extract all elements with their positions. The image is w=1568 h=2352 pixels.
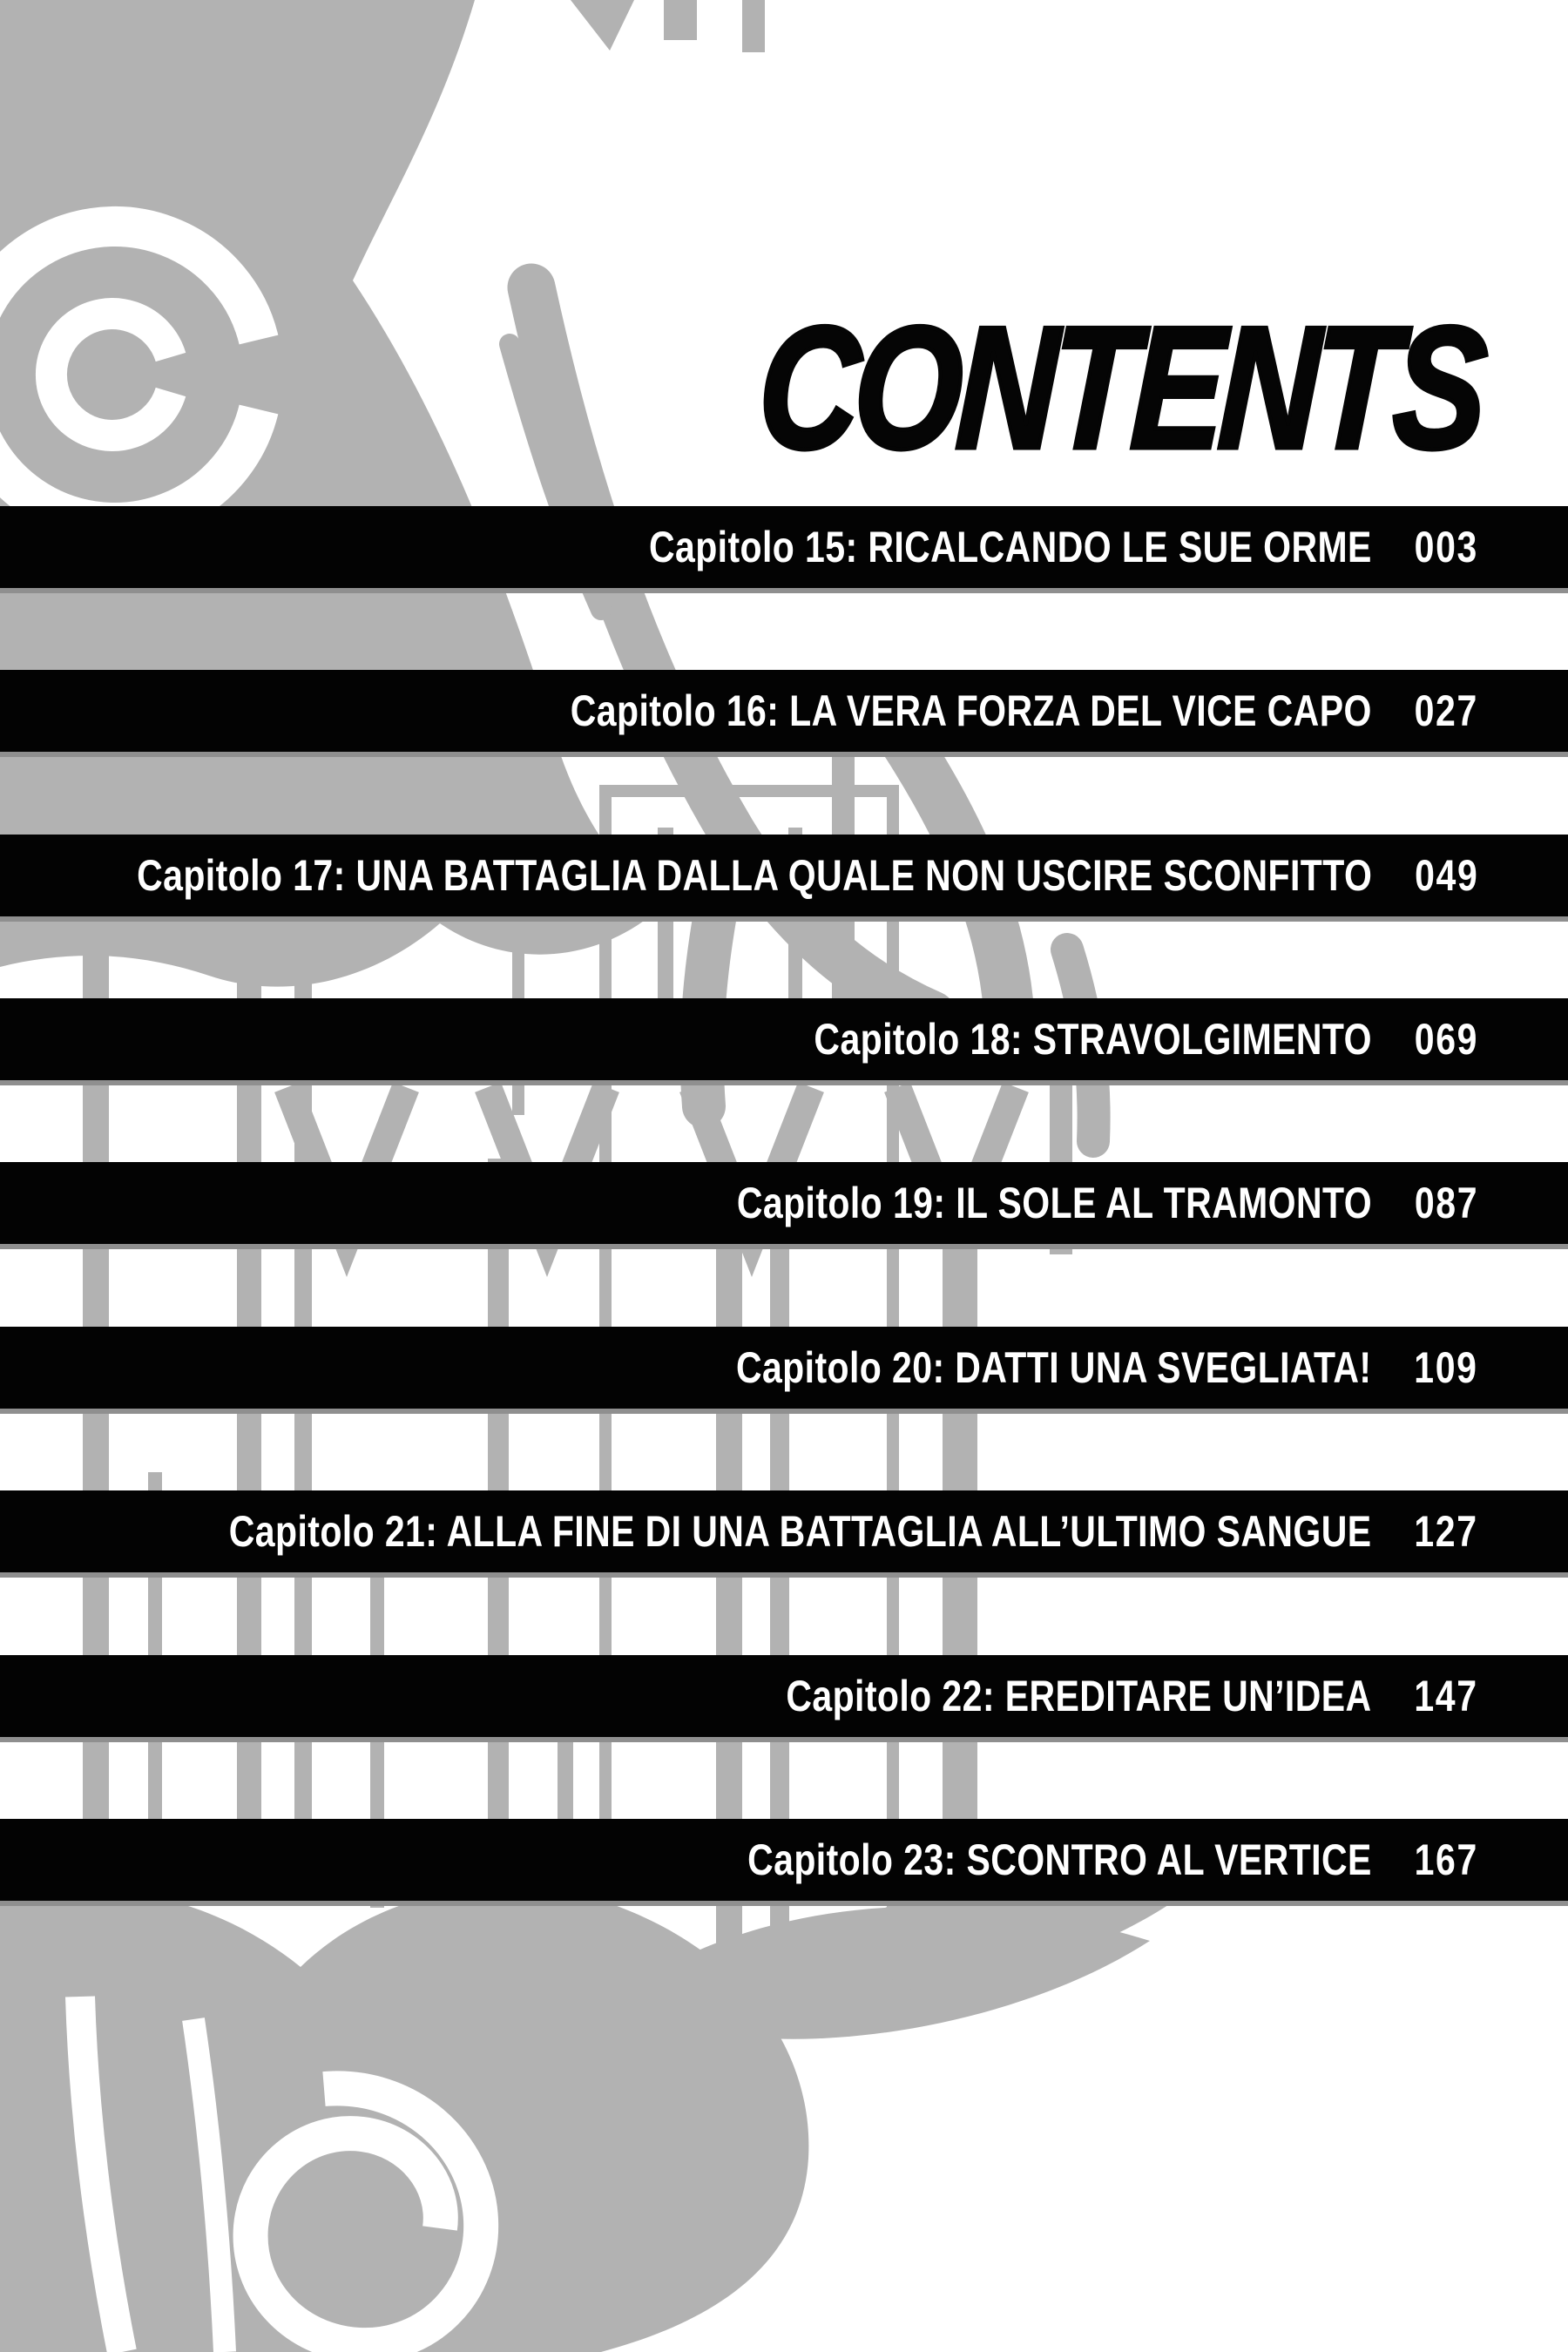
chapter-page-number: 049	[1414, 851, 1478, 900]
tribal-art-bottom-left	[0, 1826, 1250, 2352]
chapter-page-number: 027	[1414, 686, 1478, 735]
chapter-page-number: 109	[1414, 1343, 1478, 1392]
chapter-row-23	[0, 1819, 1568, 1901]
chapter-title: Capitolo 23: SCONTRO AL VERTICE	[747, 1835, 1372, 1884]
chapter-title: Capitolo 16: LA VERA FORZA DEL VICE CAPO	[570, 686, 1372, 735]
chapter-row-19	[0, 1162, 1568, 1244]
chapter-row-18	[0, 998, 1568, 1080]
chapter-title: Capitolo 21: ALLA FINE DI UNA BATTAGLIA ALL’ULTIMO SANGUE	[229, 1507, 1372, 1556]
chapter-page-number: 147	[1414, 1672, 1478, 1720]
chapter-row-16	[0, 670, 1568, 752]
chapter-title: Capitolo 20: DATTI UNA SVEGLIATA!	[736, 1343, 1372, 1392]
chapter-row-17	[0, 835, 1568, 916]
chapter-row-21	[0, 1490, 1568, 1572]
chapter-row-20	[0, 1327, 1568, 1409]
chapter-row-22	[0, 1655, 1568, 1737]
chapter-title: Capitolo 18: STRAVOLGIMENTO	[814, 1015, 1372, 1064]
chapter-page-number: 069	[1414, 1015, 1478, 1064]
chapter-title: Capitolo 22: EREDITARE UN’IDEA	[786, 1672, 1372, 1720]
chapter-title: Capitolo 15: RICALCANDO LE SUE ORME	[648, 523, 1372, 571]
chapter-page-number: 003	[1414, 523, 1478, 571]
chapter-page-number: 167	[1414, 1835, 1478, 1884]
page-title: CONTENTS	[754, 291, 1485, 485]
chapter-row-15	[0, 506, 1568, 588]
chapter-title: Capitolo 19: IL SOLE AL TRAMONTO	[736, 1179, 1372, 1227]
chapter-page-number: 127	[1414, 1507, 1478, 1556]
chapter-page-number: 087	[1414, 1179, 1478, 1227]
chapter-title: Capitolo 17: UNA BATTAGLIA DALLA QUALE NON USCIRE SCONFITTO	[136, 851, 1372, 900]
